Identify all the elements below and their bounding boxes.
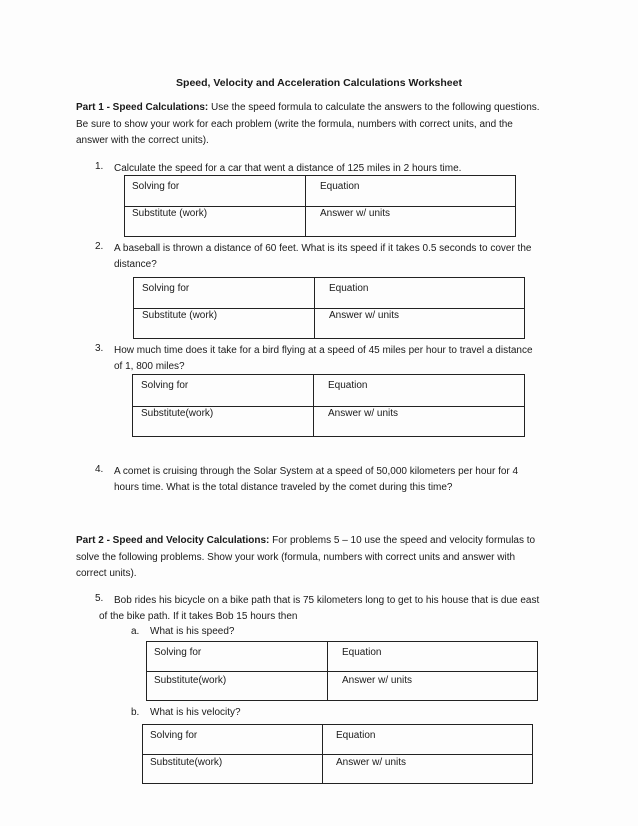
question-2-number: 2. — [95, 241, 104, 252]
part1-heading: Part 1 - Speed Calculations: — [76, 102, 209, 113]
table5b-substitute: Substitute(work) — [150, 757, 223, 768]
question-2-line2: distance? — [114, 259, 157, 270]
question-1-text: Calculate the speed for a car that went a distance of 125 miles in 2 hours time. — [114, 163, 462, 174]
part2-intro-line3: correct units). — [76, 568, 137, 579]
table3-answer: Answer w/ units — [328, 408, 399, 419]
question-3-number: 3. — [95, 343, 104, 354]
table3-equation: Equation — [328, 380, 368, 391]
question-5-line2: of the bike path. If it takes Bob 15 hours then — [99, 611, 298, 622]
question-4-line2: hours time. What is the total distance traveled by the comet during this time? — [114, 482, 453, 493]
answer-table-1 — [124, 175, 516, 237]
question-3-text — [114, 343, 533, 375]
part1-intro-line1: Use the speed formula to calculate the answers to the following questions. — [208, 102, 540, 113]
question-4-line1: A comet is cruising through the Solar System at a speed of 50,000 kilometers per hour for 4 — [114, 466, 519, 477]
table5a-equation: Equation — [342, 647, 382, 658]
table1-substitute: Substitute (work) — [132, 208, 208, 219]
table5a-solving-for: Solving for — [154, 647, 202, 658]
answer-table-5b — [142, 724, 533, 784]
part2-intro-line2: solve the following problems. Show your work (formula, numbers with correct units and answer with — [76, 551, 516, 563]
question-3-line2: of 1, 800 miles? — [114, 361, 185, 372]
question-3-line1: How much time does it take for a bird flying at a speed of 45 miles per hour to travel a distance — [114, 345, 533, 356]
question-5-line1: Bob rides his bicycle on a bike path that is 75 kilometers long to get to his house that is due east — [114, 595, 540, 606]
part2-intro-line1: For problems 5 – 10 use the speed and velocity formulas to — [269, 535, 536, 546]
subpart-b-text: What is his velocity? — [150, 707, 241, 718]
question-4-number: 4. — [95, 464, 104, 475]
question-1-number: 1. — [95, 161, 104, 172]
subpart-a-label: a. — [131, 626, 140, 637]
table3-solving-for: Solving for — [141, 380, 189, 391]
table5b-solving-for: Solving for — [150, 730, 198, 741]
worksheet-title: Speed, Velocity and Acceleration Calculations Worksheet — [176, 77, 462, 89]
table5a-answer: Answer w/ units — [342, 675, 413, 686]
question-2-line1: A baseball is thrown a distance of 60 feet. What is its speed if it takes 0.5 seconds to cover the — [114, 243, 532, 254]
part1-intro-line3: answer with the correct units). — [76, 135, 209, 146]
question-2-text — [114, 241, 531, 273]
table5a-substitute: Substitute(work) — [154, 675, 227, 686]
table5b-answer: Answer w/ units — [336, 757, 407, 768]
answer-table-2 — [133, 277, 525, 339]
table1-equation: Equation — [320, 181, 360, 192]
table2-answer: Answer w/ units — [329, 310, 400, 321]
table2-solving-for: Solving for — [142, 283, 190, 294]
question-5-number: 5. — [95, 593, 104, 604]
table1-answer: Answer w/ units — [320, 208, 391, 219]
part1-intro-line2: Be sure to show your work for each problem (write the formula, numbers with correct units, and the — [76, 118, 513, 130]
subpart-b-label: b. — [131, 707, 140, 718]
part2-intro — [76, 533, 535, 583]
part2-heading: Part 2 - Speed and Velocity Calculations: — [76, 535, 270, 546]
table1-solving-for: Solving for — [132, 181, 180, 192]
question-4-text — [114, 464, 518, 496]
subpart-a-text: What is his speed? — [150, 626, 235, 637]
table2-substitute: Substitute (work) — [142, 310, 218, 321]
table3-substitute: Substitute(work) — [141, 408, 214, 419]
question-5-text — [99, 593, 540, 625]
table5b-equation: Equation — [336, 730, 376, 741]
table2-equation: Equation — [329, 283, 369, 294]
answer-table-3 — [132, 374, 525, 437]
part1-intro — [76, 100, 540, 150]
answer-table-5a — [146, 641, 538, 701]
